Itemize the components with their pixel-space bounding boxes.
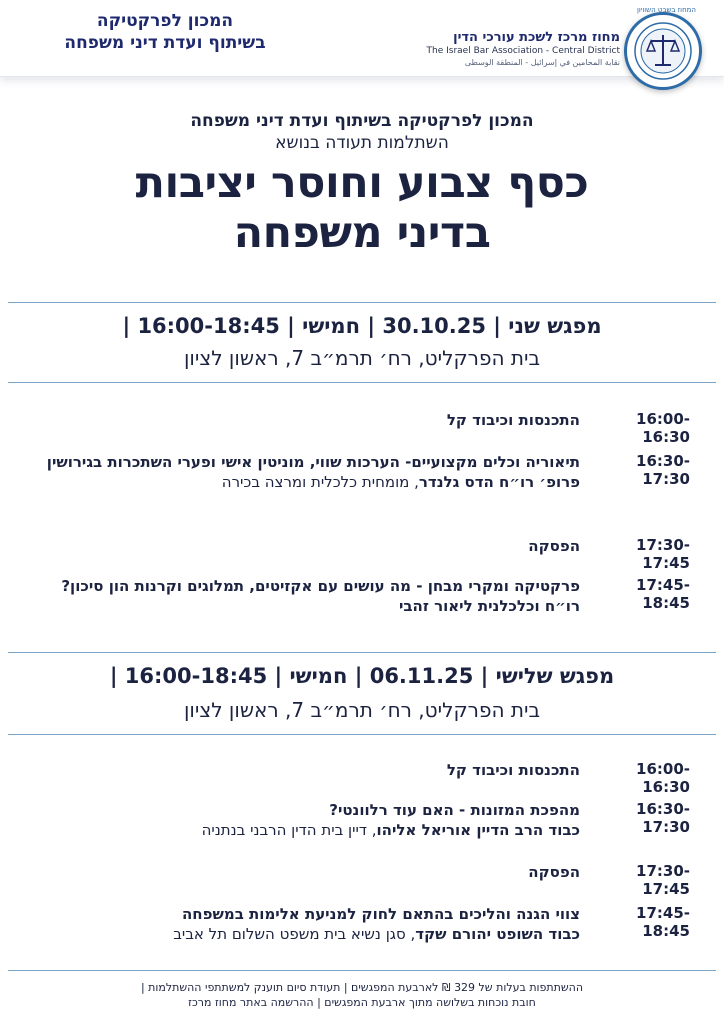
speaker-name: כבוד השופט יהורם שקד [415, 925, 580, 943]
header-bar [0, 0, 724, 77]
session-time: 17:45-18:45 [636, 904, 690, 940]
institute-line-2: בשיתוף ועדת דיני משפחה [64, 33, 266, 53]
district-block [350, 30, 620, 68]
session-speaker [14, 596, 580, 616]
session-title: התכנסות וכיבוד קל [446, 411, 580, 429]
institute-line-1: המכון לפרקטיקה [96, 11, 234, 31]
scales-of-justice-icon [627, 15, 699, 87]
session-title: פרקטיקה ומקרי מבחן - מה עושים עם אקזיטים, תמלוגים וקרנות הון סיכון? [61, 577, 580, 595]
session-title: צווי הגנה והליכים בהתאם לחוק למניעת אלימות במשפחה [181, 905, 580, 923]
district-name-arabic: نقابة المحامين في إسرائيل - المنطقة الوسطى [464, 58, 620, 67]
speaker-role: , מומחית כלכלית ומרצה בכירה [221, 473, 419, 491]
divider [8, 734, 716, 735]
speaker-name: כבוד הרב הדיין אוריאל אליהו [376, 821, 580, 839]
speaker-role: , דיין בית הדין הרבני בנתניה [201, 821, 377, 839]
session-speaker [14, 472, 580, 492]
schedule-row [14, 862, 690, 898]
session-title: התכנסות וכיבוד קל [446, 761, 580, 779]
district-name-english: The Israel Bar Association - Central District [426, 46, 620, 56]
subtitle-partnership: המכון לפרקטיקה בשיתוף ועדת דיני משפחה [190, 111, 534, 131]
institute-name [20, 10, 310, 54]
meeting-2-location: בית הפרקליט, רח׳ תרמ״ב 7, ראשון לציון [183, 346, 541, 370]
session-time: 16:30-17:30 [636, 800, 690, 836]
footer-line-2: חובת נוכחות בשלושה מתוך ארבעת המפגשים | ההרשמה באתר מחוז מרכז [188, 996, 536, 1009]
session-title: תיאוריה וכלים מקצועיים- הערכות שווי, מוניטין אישי ופערי השתכרות בגירושין [46, 453, 580, 471]
schedule-row [14, 760, 690, 796]
schedule-row [14, 536, 690, 572]
divider [8, 652, 716, 653]
main-title-line-2: בדיני משפחה [233, 208, 491, 258]
session-time: 16:00-16:30 [636, 760, 690, 796]
session-title: הפסקה [528, 863, 580, 881]
session-speaker [14, 924, 580, 944]
footer-line-1: ההשתתפות בעלות של 329 ₪ לארבעת המפגשים | תעודת סיום תוענק למשתתפי ההשתלמות | [140, 981, 584, 994]
footer-notes [10, 980, 714, 1010]
session-speaker [14, 820, 580, 840]
title-block [30, 110, 694, 258]
bar-association-logo [624, 12, 702, 90]
meeting-3-header: מפגש שלישי | 06.11.25 | חמישי | 16:00-18:45 | [109, 664, 615, 688]
speaker-name: פרופ׳ רו״ח הדס גלנדר [418, 473, 580, 491]
logo-arc-text: המחוז בשבט השוויון [636, 6, 696, 14]
session-time: 17:30-17:45 [636, 862, 690, 898]
divider [8, 382, 716, 383]
divider [8, 302, 716, 303]
schedule-row [14, 452, 690, 492]
session-title: מהפכת המזונות - האם עוד רלוונטי? [329, 801, 580, 819]
schedule-row [14, 576, 690, 616]
meeting-3-location: בית הפרקליט, רח׳ תרמ״ב 7, ראשון לציון [183, 698, 541, 722]
session-time: 17:30-17:45 [636, 536, 690, 572]
session-time: 16:00-16:30 [636, 410, 690, 446]
meeting-2-header: מפגש שני | 30.10.25 | חמישי | 16:00-18:45 | [122, 314, 602, 338]
main-title-line-1: כסף צבוע וחוסר יציבות [135, 158, 589, 208]
schedule-row [14, 800, 690, 840]
subtitle-course-type: השתלמות תעודה בנושא [275, 133, 449, 153]
session-time: 16:30-17:30 [636, 452, 690, 488]
speaker-name: רו״ח וכלכלנית ליאור זהבי [398, 597, 580, 615]
schedule-row [14, 904, 690, 944]
district-name-hebrew: מחוז מרכז לשכת עורכי הדין [453, 30, 620, 45]
session-title: הפסקה [528, 537, 580, 555]
schedule-row [14, 410, 690, 446]
session-time: 17:45-18:45 [636, 576, 690, 612]
divider [8, 970, 716, 971]
speaker-role: , סגן נשיא בית משפט השלום תל אביב [173, 925, 416, 943]
